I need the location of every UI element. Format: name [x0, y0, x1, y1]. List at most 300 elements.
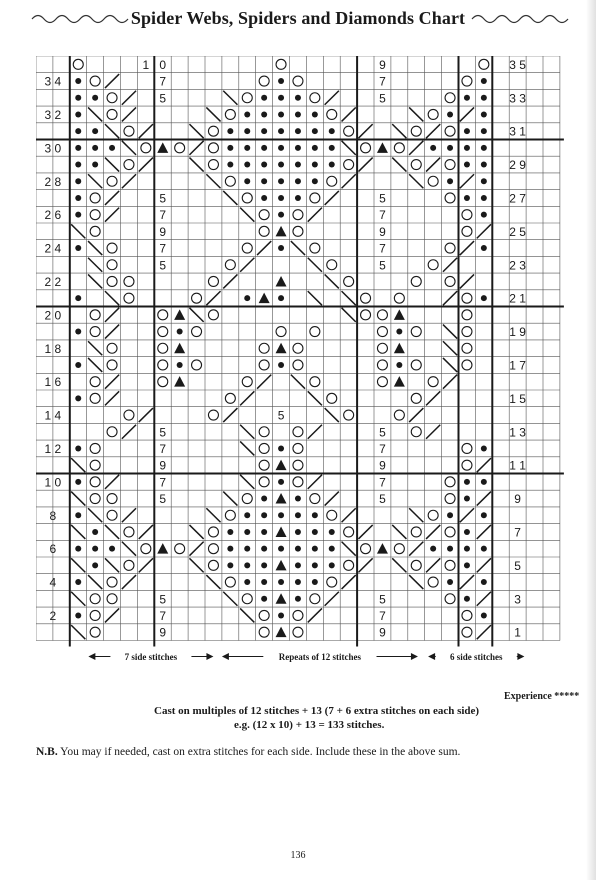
triangle-symbol: [276, 526, 287, 537]
row-number-left: 3 4: [44, 74, 62, 89]
k2tog-slash: [308, 208, 322, 222]
k2tog-slash: [460, 174, 474, 188]
k2tog-slash: [122, 508, 136, 522]
k2tog-slash: [325, 191, 339, 205]
purl-dot: [295, 178, 301, 184]
purl-dot: [430, 145, 436, 151]
k2tog-slash: [105, 608, 119, 622]
row-number-left: 2 6: [44, 208, 62, 223]
nb-text: You may if needed, cast on extra stitches for each side. Include these in the above sum.: [57, 746, 461, 758]
yarn-over-circle: [344, 276, 354, 286]
ssk-slash: [88, 258, 102, 272]
yarn-over-circle: [462, 460, 472, 470]
ssk-slash: [240, 608, 254, 622]
purl-dot: [92, 95, 98, 101]
triangle-symbol: [276, 276, 287, 287]
yarn-over-circle: [462, 610, 472, 620]
yarn-over-circle: [141, 544, 151, 554]
yarn-over-circle: [411, 360, 421, 370]
yarn-over-circle: [225, 393, 235, 403]
yarn-over-circle: [394, 544, 404, 554]
k2tog-slash: [240, 258, 254, 272]
yarn-over-circle: [394, 293, 404, 303]
purl-dot: [481, 512, 487, 518]
purl-dot: [244, 529, 250, 535]
yarn-over-circle: [428, 510, 438, 520]
yarn-over-circle: [293, 360, 303, 370]
yarn-over-circle: [107, 260, 117, 270]
yarn-over-circle: [462, 293, 472, 303]
yarn-over-circle: [445, 494, 455, 504]
yarn-over-circle: [90, 393, 100, 403]
stitch-count-label: 9: [379, 458, 386, 473]
ssk-slash: [409, 107, 423, 121]
triangle-symbol: [377, 142, 388, 153]
section-label: 6 side stitches: [449, 652, 503, 662]
yarn-over-circle: [344, 410, 354, 420]
yarn-over-circle: [90, 193, 100, 203]
purl-dot: [261, 162, 267, 168]
yarn-over-circle: [225, 109, 235, 119]
k2tog-slash: [105, 325, 119, 339]
yarn-over-circle: [293, 76, 303, 86]
triangle-symbol: [276, 460, 287, 471]
stitch-count-label: 5: [159, 191, 167, 206]
ssk-slash: [206, 508, 220, 522]
purl-dot: [329, 145, 335, 151]
yarn-over-circle: [445, 193, 455, 203]
purl-dot: [329, 128, 335, 134]
purl-dot: [244, 562, 250, 568]
yarn-over-circle: [259, 76, 269, 86]
ssk-slash: [392, 158, 406, 172]
stitch-count-label: 7: [159, 475, 167, 490]
purl-dot: [261, 145, 267, 151]
row-number-left: 6: [49, 542, 57, 557]
ssk-slash: [325, 408, 339, 422]
yarn-over-circle: [242, 243, 252, 253]
purl-dot: [261, 579, 267, 585]
yarn-over-circle: [445, 276, 455, 286]
yarn-over-circle: [141, 143, 151, 153]
yarn-over-circle: [242, 594, 252, 604]
row-number-left: 2 2: [44, 274, 62, 289]
purl-dot: [295, 529, 301, 535]
purl-dot: [447, 145, 453, 151]
purl-dot: [261, 195, 267, 201]
yarn-over-circle: [462, 443, 472, 453]
yarn-over-circle: [124, 410, 134, 420]
yarn-over-circle: [462, 343, 472, 353]
purl-dot: [244, 178, 250, 184]
yarn-over-circle: [259, 210, 269, 220]
purl-dot: [75, 178, 81, 184]
ssk-slash: [342, 291, 356, 305]
stitch-count-label: 9: [159, 458, 167, 473]
yarn-over-circle: [192, 327, 202, 337]
purl-dot: [481, 579, 487, 585]
ssk-slash: [105, 158, 119, 172]
k2tog-slash: [139, 558, 153, 572]
purl-dot: [261, 178, 267, 184]
yarn-over-circle: [90, 494, 100, 504]
purl-dot: [278, 128, 284, 134]
row-number-left: 3 2: [44, 107, 62, 122]
stitch-count-label: 5: [379, 425, 386, 440]
yarn-over-circle: [124, 160, 134, 170]
yarn-over-circle: [377, 360, 387, 370]
k2tog-slash: [358, 158, 372, 172]
yarn-over-circle: [310, 594, 320, 604]
cast-on-line-2: e.g. (12 x 10) + 13 = 133 stitches.: [234, 719, 385, 731]
yarn-over-circle: [259, 610, 269, 620]
stitch-count-label: 9: [379, 625, 386, 640]
purl-dot: [312, 178, 318, 184]
yarn-over-circle: [445, 243, 455, 253]
purl-dot: [278, 212, 284, 218]
purl-dot: [481, 195, 487, 201]
purl-dot: [278, 612, 284, 618]
purl-dot: [261, 529, 267, 535]
triangle-symbol: [276, 226, 287, 237]
yarn-over-circle: [361, 293, 371, 303]
ssk-slash: [105, 525, 119, 539]
triangle-symbol: [259, 293, 270, 304]
k2tog-slash: [206, 291, 220, 305]
row-number-left: 2 4: [44, 241, 62, 256]
k2tog-slash: [105, 191, 119, 205]
purl-dot: [261, 128, 267, 134]
yarn-over-circle: [124, 126, 134, 136]
triangle-symbol: [174, 309, 185, 320]
ssk-slash: [88, 174, 102, 188]
purl-dot: [312, 562, 318, 568]
purl-dot: [92, 128, 98, 134]
k2tog-slash: [426, 425, 440, 439]
purl-dot: [227, 562, 233, 568]
ssk-slash: [122, 141, 136, 155]
ssk-slash: [71, 224, 85, 238]
k2tog-slash: [477, 592, 491, 606]
purl-dot: [244, 145, 250, 151]
purl-dot: [261, 111, 267, 117]
ssk-slash: [71, 625, 85, 639]
yarn-over-circle: [377, 377, 387, 387]
purl-dot: [481, 546, 487, 552]
yarn-over-circle: [327, 260, 337, 270]
k2tog-slash: [358, 525, 372, 539]
k2tog-slash: [477, 558, 491, 572]
row-number-right: 1 9: [509, 325, 526, 340]
stitch-count-label: 5: [159, 492, 167, 507]
purl-dot: [278, 546, 284, 552]
purl-dot: [295, 162, 301, 168]
ssk-slash: [223, 492, 237, 506]
ssk-slash: [308, 291, 322, 305]
purl-dot: [464, 596, 470, 602]
yarn-over-circle: [377, 310, 387, 320]
ssk-slash: [342, 542, 356, 556]
purl-dot: [464, 195, 470, 201]
yarn-over-circle: [276, 59, 286, 69]
yarn-over-circle: [225, 510, 235, 520]
purl-dot: [295, 195, 301, 201]
yarn-over-circle: [293, 443, 303, 453]
yarn-over-circle: [107, 176, 117, 186]
triangle-symbol: [377, 543, 388, 554]
yarn-over-circle: [208, 410, 218, 420]
k2tog-slash: [443, 291, 457, 305]
yarn-over-circle: [73, 59, 83, 69]
yarn-over-circle: [107, 594, 117, 604]
yarn-over-circle: [344, 527, 354, 537]
yarn-over-circle: [225, 260, 235, 270]
yarn-over-circle: [445, 160, 455, 170]
purl-dot: [278, 78, 284, 84]
k2tog-slash: [426, 124, 440, 138]
stitch-count-label: 5: [277, 408, 285, 423]
purl-dot: [244, 111, 250, 117]
purl-dot: [329, 529, 335, 535]
k2tog-slash: [409, 408, 423, 422]
purl-dot: [75, 145, 81, 151]
yarn-over-circle: [411, 527, 421, 537]
row-number-left: 1 6: [44, 375, 62, 390]
nb-note: [36, 746, 460, 758]
yarn-over-circle: [107, 93, 117, 103]
purl-dot: [278, 111, 284, 117]
stitch-count-label: 9: [379, 224, 386, 239]
purl-dot: [447, 111, 453, 117]
stitch-count-label: 7: [379, 441, 386, 456]
yarn-over-circle: [361, 143, 371, 153]
yarn-over-circle: [90, 594, 100, 604]
yarn-over-circle: [90, 210, 100, 220]
ssk-slash: [71, 592, 85, 606]
purl-dot: [244, 128, 250, 134]
yarn-over-circle: [462, 226, 472, 236]
purl-dot: [278, 145, 284, 151]
yarn-over-circle: [107, 343, 117, 353]
purl-dot: [464, 546, 470, 552]
purl-dot: [75, 362, 81, 368]
stitch-count-label: 5: [159, 425, 167, 440]
yarn-over-circle: [293, 210, 303, 220]
k2tog-slash: [325, 592, 339, 606]
yarn-over-circle: [411, 276, 421, 286]
k2tog-slash: [443, 375, 457, 389]
yarn-over-circle: [293, 460, 303, 470]
yarn-over-circle: [411, 160, 421, 170]
row-number-right: 2 7: [509, 191, 526, 206]
yarn-over-circle: [158, 360, 168, 370]
yarn-over-circle: [208, 160, 218, 170]
k2tog-slash: [325, 91, 339, 105]
purl-dot: [75, 162, 81, 168]
purl-dot: [464, 145, 470, 151]
purl-dot: [75, 128, 81, 134]
yarn-over-circle: [428, 109, 438, 119]
purl-dot: [75, 195, 81, 201]
ssk-slash: [122, 542, 136, 556]
yarn-over-circle: [462, 327, 472, 337]
purl-dot: [227, 546, 233, 552]
row-number-left: 4: [49, 575, 57, 590]
stitch-count-label: 5: [159, 258, 167, 273]
yarn-over-circle: [293, 610, 303, 620]
yarn-over-circle: [259, 427, 269, 437]
purl-dot: [227, 145, 233, 151]
yarn-over-circle: [90, 226, 100, 236]
stitch-count-label: 1: [142, 57, 150, 72]
purl-dot: [278, 362, 284, 368]
ssk-slash: [88, 575, 102, 589]
purl-dot: [278, 579, 284, 585]
yarn-over-circle: [293, 427, 303, 437]
purl-dot: [177, 329, 183, 335]
yarn-over-circle: [124, 527, 134, 537]
yarn-over-circle: [327, 176, 337, 186]
ssk-slash: [308, 258, 322, 272]
purl-dot: [278, 479, 284, 485]
yarn-over-circle: [411, 126, 421, 136]
yarn-over-circle: [208, 560, 218, 570]
yarn-over-circle: [90, 76, 100, 86]
yarn-over-circle: [192, 360, 202, 370]
yarn-over-circle: [259, 443, 269, 453]
triangle-symbol: [157, 543, 168, 554]
ssk-slash: [88, 508, 102, 522]
stitch-count-label: 9: [159, 224, 167, 239]
ssk-slash: [105, 124, 119, 138]
k2tog-slash: [358, 124, 372, 138]
ssk-slash: [206, 107, 220, 121]
yarn-over-circle: [462, 210, 472, 220]
k2tog-slash: [308, 425, 322, 439]
stitch-count-label: 9: [159, 625, 167, 640]
purl-dot: [261, 512, 267, 518]
ssk-slash: [105, 291, 119, 305]
ssk-slash: [88, 107, 102, 121]
ssk-slash: [189, 124, 203, 138]
stitch-count-label: 7: [379, 241, 386, 256]
ssk-slash: [342, 308, 356, 322]
yarn-over-circle: [445, 93, 455, 103]
yarn-over-circle: [107, 109, 117, 119]
purl-dot: [329, 546, 335, 552]
arrow-left-icon: [428, 653, 435, 660]
row-number-left: 2 8: [44, 174, 62, 189]
purl-dot: [75, 512, 81, 518]
purl-dot: [109, 546, 115, 552]
ssk-slash: [443, 358, 457, 372]
yarn-over-circle: [428, 577, 438, 587]
purl-dot: [109, 145, 115, 151]
yarn-over-circle: [445, 560, 455, 570]
k2tog-slash: [477, 492, 491, 506]
yarn-over-circle: [242, 377, 252, 387]
ssk-slash: [189, 158, 203, 172]
purl-dot: [75, 395, 81, 401]
k2tog-slash: [308, 608, 322, 622]
purl-dot: [75, 479, 81, 485]
purl-dot: [75, 329, 81, 335]
yarn-over-circle: [479, 59, 489, 69]
yarn-over-circle: [158, 343, 168, 353]
ssk-slash: [88, 358, 102, 372]
purl-dot: [75, 612, 81, 618]
yarn-over-circle: [344, 560, 354, 570]
ssk-slash: [189, 308, 203, 322]
purl-dot: [295, 579, 301, 585]
yarn-over-circle: [462, 360, 472, 370]
yarn-over-circle: [90, 460, 100, 470]
ssk-slash: [223, 191, 237, 205]
k2tog-slash: [477, 224, 491, 238]
section-label: 7 side stitches: [124, 652, 178, 662]
yarn-over-circle: [445, 527, 455, 537]
yarn-over-circle: [310, 193, 320, 203]
yarn-over-circle: [90, 627, 100, 637]
row-number-right: 1 5: [509, 391, 526, 406]
stitch-count-label: 7: [159, 441, 167, 456]
purl-dot: [244, 546, 250, 552]
yarn-over-circle: [428, 260, 438, 270]
knitting-chart: [36, 56, 572, 696]
row-number-right: 2 3: [509, 258, 526, 273]
ssk-slash: [291, 375, 305, 389]
yarn-over-circle: [107, 243, 117, 253]
ssk-slash: [443, 325, 457, 339]
stitch-count-label: 7: [159, 74, 167, 89]
purl-dot: [261, 95, 267, 101]
row-number-right: 3: [514, 592, 521, 607]
ssk-slash: [409, 575, 423, 589]
purl-dot: [312, 145, 318, 151]
yarn-over-circle: [107, 276, 117, 286]
yarn-over-circle: [428, 377, 438, 387]
triangle-symbol: [394, 309, 405, 320]
ssk-slash: [88, 241, 102, 255]
row-number-right: 5: [514, 558, 521, 573]
yarn-over-circle: [124, 276, 134, 286]
row-number-right: 2 9: [509, 158, 526, 173]
k2tog-slash: [122, 107, 136, 121]
k2tog-slash: [460, 508, 474, 522]
purl-dot: [447, 546, 453, 552]
k2tog-slash: [122, 425, 136, 439]
ssk-slash: [291, 241, 305, 255]
row-number-right: 1 3: [509, 425, 526, 440]
ssk-slash: [71, 492, 85, 506]
purl-dot: [481, 178, 487, 184]
k2tog-slash: [139, 158, 153, 172]
k2tog-slash: [308, 475, 322, 489]
purl-dot: [464, 162, 470, 168]
stitch-count-label: 9: [379, 57, 386, 72]
k2tog-slash: [105, 74, 119, 88]
yarn-over-circle: [90, 377, 100, 387]
row-number-left: 3 0: [44, 141, 62, 156]
triangle-symbol: [157, 142, 168, 153]
purl-dot: [430, 546, 436, 552]
purl-dot: [295, 512, 301, 518]
ssk-slash: [443, 341, 457, 355]
yarn-over-circle: [107, 510, 117, 520]
purl-dot: [244, 295, 250, 301]
purl-dot: [75, 546, 81, 552]
purl-dot: [464, 496, 470, 502]
